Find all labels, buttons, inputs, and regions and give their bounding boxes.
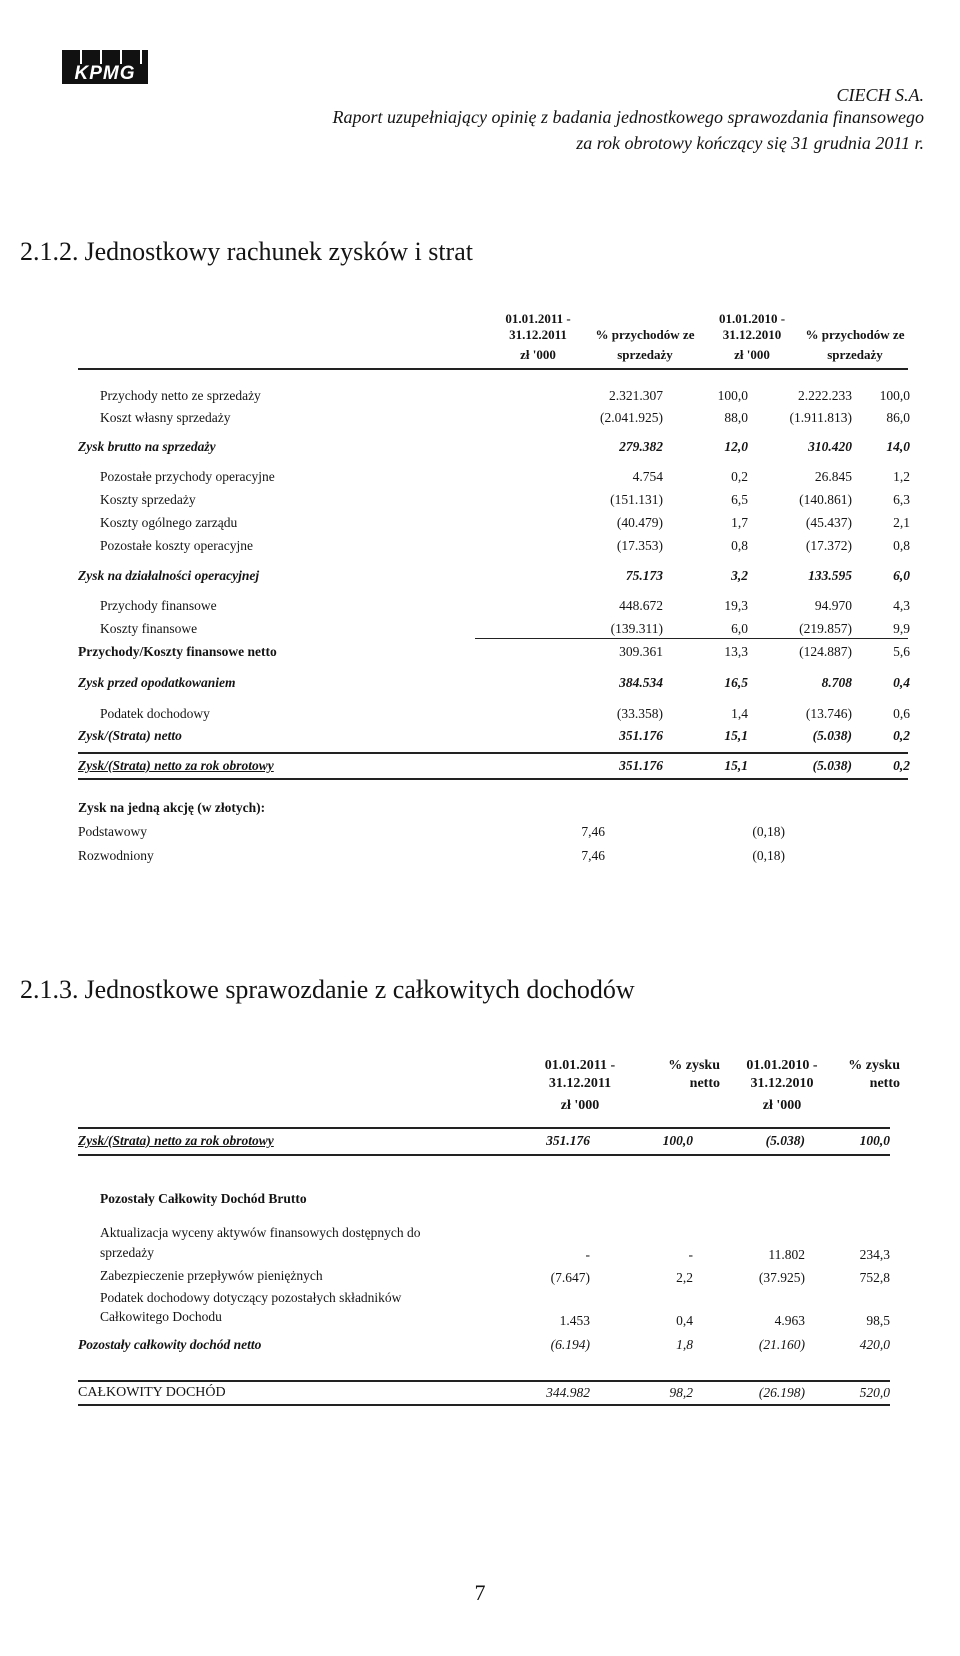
kpmg-logo — [62, 50, 148, 84]
table-row-subtotal: Zysk/(Strata) netto 351.176 15,1 (5.038) 0,2 — [78, 728, 910, 743]
total-rule-bottom — [78, 1404, 890, 1406]
net-profit-row: Zysk/(Strata) netto za rok obrotowy 351.176 100,0 (5.038) 100,0 — [78, 1133, 890, 1148]
col-header-pct-2010: % zysku netto — [848, 1058, 900, 1091]
section-heading-comprehensive-income — [20, 975, 635, 1005]
report-subtitle-line2: za rok obrotowy kończący się 31 grudnia 2011 r. — [576, 133, 924, 153]
table-row-subtotal: Przychody/Koszty finansowe netto 309.361 13,3 (124.887) 5,6 — [78, 644, 910, 659]
table-row-subtotal: Zysk brutto na sprzedaży 279.382 12,0 310.420 14,0 — [78, 439, 910, 454]
oci-net-row: Pozostały całkowity dochód netto (6.194) 1,8 (21.160) 420,0 — [78, 1337, 890, 1352]
eps-row: Rozwodniony 7,46 (0,18) — [78, 848, 785, 863]
col-header-2010: 01.01.2010 - 31.12.2010 zł '000 — [746, 1058, 818, 1113]
col-header-pct-2010: % przychodów ze sprzedaży — [805, 327, 905, 362]
company-name: CIECH S.A. — [836, 85, 924, 105]
col-header-pct-2011: % zysku netto — [668, 1058, 720, 1091]
total-comprehensive-income-row: CAŁKOWITY DOCHÓD 344.982 98,2 (26.198) 520,0 — [78, 1385, 890, 1400]
eps-row: Podstawowy 7,46 (0,18) — [78, 824, 785, 839]
col-header-2010: 01.01.2010 - 31.12.2010 zł '000 — [718, 311, 786, 362]
oci-row: Zabezpieczenie przepływów pieniężnych (7.647) 2,2 (37.925) 752,8 — [100, 1268, 890, 1285]
table-row: Koszt własny sprzedaży (2.041.925) 88,0 (1.911.813) 86,0 — [100, 410, 910, 425]
table-row-subtotal: Zysk przed opodatkowaniem 384.534 16,5 8.708 0,4 — [78, 675, 910, 690]
section-number: 2.1.2. — [20, 237, 79, 266]
col-header-pct-2011: % przychodów ze sprzedaży — [595, 327, 695, 362]
table-row: Pozostałe koszty operacyjne (17.353) 0,8 (17.372) 0,8 — [100, 538, 910, 553]
net-rule — [78, 1154, 890, 1156]
eps-title: Zysk na jedną akcję (w złotych): — [78, 800, 266, 815]
oci-row: Aktualizacja wyceny aktywów finansowych dostępnych do sprzedaży - - 11.802 234,3 — [100, 1225, 890, 1262]
subtotal-rule — [475, 638, 908, 639]
table-row: Podatek dochodowy (33.358) 1,4 (13.746) 0,6 — [100, 706, 910, 721]
col-header-2011: 01.01.2011 - 31.12.2011 zł '000 — [544, 1058, 616, 1113]
section-title: Jednostkowe sprawozdanie z całkowitych dochodów — [84, 975, 635, 1004]
table-row-subtotal: Zysk na działalności operacyjnej 75.173 3,2 133.595 6,0 — [78, 568, 910, 583]
section-number: 2.1.3. — [20, 975, 79, 1004]
page-number: 7 — [474, 1580, 486, 1605]
oci-row: Podatek dochodowy dotyczący pozostałych składników Całkowitego Dochodu 1.453 0,4 4.963 98,5 — [100, 1290, 890, 1328]
table-row: Przychody netto ze sprzedaży 2.321.307 100,0 2.222.233 100,0 — [100, 388, 910, 403]
col-header-2011: 01.01.2011 - 31.12.2011 zł '000 — [505, 311, 571, 362]
header-rule — [78, 368, 908, 370]
total-rule-top — [78, 752, 908, 754]
total-rule-top — [78, 1380, 890, 1382]
table-row: Koszty ogólnego zarządu (40.479) 1,7 (45.437) 2,1 — [100, 515, 910, 530]
table-row: Przychody finansowe 448.672 19,3 94.970 4,3 — [100, 598, 910, 613]
table-row: Koszty sprzedaży (151.131) 6,5 (140.861) 6,3 — [100, 492, 910, 507]
report-subtitle-line1: Raport uzupełniający opinię z badania jednostkowego sprawozdania finansowego — [332, 107, 924, 127]
table-row: Koszty finansowe (139.311) 6,0 (219.857) 9,9 — [100, 621, 910, 636]
header-rule — [78, 1127, 890, 1129]
table-row-total: Zysk/(Strata) netto za rok obrotowy 351.176 15,1 (5.038) 0,2 — [78, 758, 910, 773]
logo-text: KPMG — [62, 64, 148, 84]
section-heading-income-statement — [20, 237, 473, 267]
section-title: Jednostkowy rachunek zysków i strat — [84, 237, 473, 266]
total-rule-bottom — [78, 778, 908, 780]
table-row: Pozostałe przychody operacyjne 4.754 0,2 26.845 1,2 — [100, 469, 910, 484]
